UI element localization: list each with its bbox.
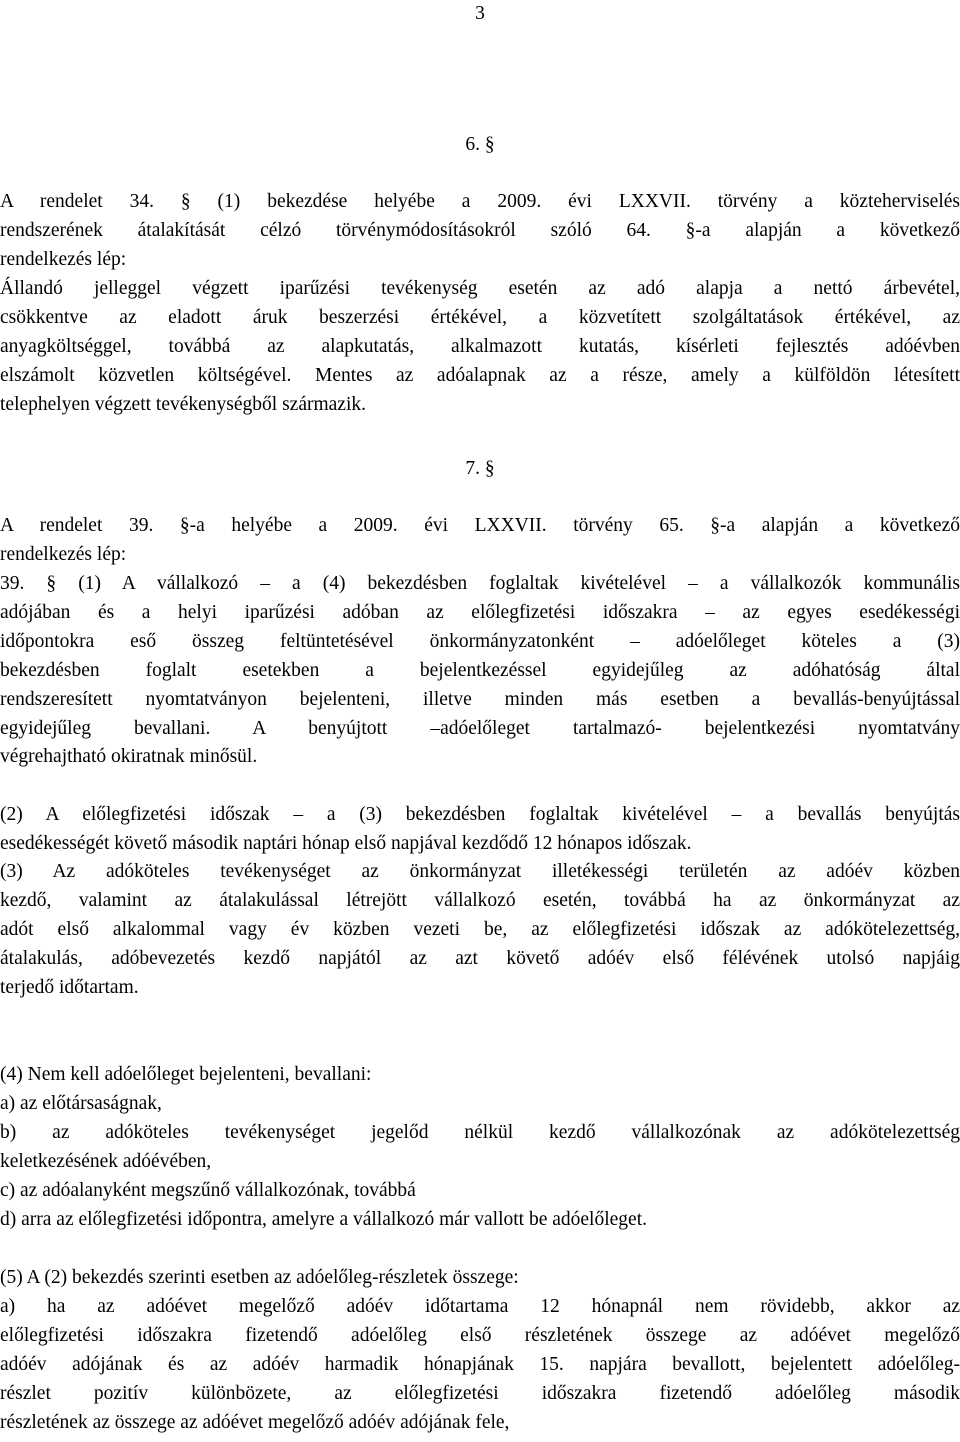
text-line: (3) Az adóköteles tevékenységet az önkormányzat illetékességi területén az adóév közben — [0, 861, 960, 882]
text-line: rendszeresített nyomtatványon bejelenteni, illetve minden más esetben a bevallás-benyújtással — [0, 688, 960, 710]
text-line: esedékességét követő második naptári hónap első napjával kezdődő 12 hónapos időszak. — [0, 832, 692, 854]
text-line: c) az adóalanyként megszűnő vállalkozónak, továbbá — [0, 1179, 416, 1201]
text-line: a) ha az adóévet megelőző adóév időtartama 12 hónapnál nem rövidebb, akkor az — [0, 1295, 960, 1317]
text-line: részlet pozitív különbözete, az előlegfizetési időszakra fizetendő adóelőleg második — [0, 1382, 960, 1404]
section-heading: 6. § — [465, 134, 495, 155]
text-line: részletének az összege az adóévet megelőző adóév adójának fele, — [0, 1411, 510, 1433]
text-line: elszámolt közvetlen költségével. Mentes az adóalapnak az a része, amely a külföldön létesített — [0, 364, 960, 386]
text-line: terjedő időtartam. — [0, 976, 139, 998]
text-line: (5) A (2) bekezdés szerinti esetben az adóelőleg-részletek összege: — [0, 1267, 519, 1288]
text-line: adót első alkalommal vagy év közben vezeti be, az előlegfizetési időszak az adókötelezettség, — [0, 918, 960, 940]
text-line: kezdő, valamint az átalakulással létrejött vállalkozó esetén, továbbá ha az önkormányzat az — [0, 889, 960, 911]
text-line: rendszerének átalakítását célzó törvénymódosításokról szóló 64. §-a alapján a következő — [0, 219, 960, 241]
text-line: 39. § (1) A vállalkozó – a (4) bekezdésben foglaltak kivételével – a vállalkozók kommunális — [0, 573, 960, 594]
text-line: csökkentve az eladott áruk beszerzési értékével, a közvetített szolgáltatások értékével, az — [0, 306, 960, 328]
text-line: telephelyen végzett tevékenységből származik. — [0, 393, 367, 415]
section-heading: 7. § — [465, 458, 495, 479]
page-number: 3 — [475, 3, 485, 24]
text-line: anyagköltséggel, továbbá az alapkutatás, alkalmazott kutatás, kísérleti fejlesztés adóévben — [0, 335, 960, 357]
text-line: A rendelet 34. § (1) bekezdése helyébe a 2009. évi LXXVII. törvény a közteherviselés — [0, 191, 960, 212]
text-line: egyidejűleg bevallani. A benyújtott –adóelőleget tartalmazó- bejelentkezési nyomtatvány — [0, 717, 960, 739]
text-line: (4) Nem kell adóelőleget bejelenteni, bevallani: — [0, 1064, 372, 1085]
text-line: keletkezésének adóévében, — [0, 1150, 212, 1172]
text-line: rendelkezés lép: — [0, 543, 127, 565]
text-line: átalakulás, adóbevezetés kezdő napjától az azt követő adóév első félévének utolsó napjáig — [0, 947, 960, 969]
text-line: a) az előtársaságnak, — [0, 1092, 162, 1114]
text-line: rendelkezés lép: — [0, 248, 127, 270]
text-line: b) az adóköteles tevékenységet jegelőd nélkül kezdő vállalkozónak az adókötelezettség — [0, 1121, 960, 1143]
text-line: bekezdésben foglalt esetekben a bejelentkezéssel egyidejűleg az adóhatóság által — [0, 659, 960, 681]
text-line: Állandó jelleggel végzett iparűzési tevékenység esetén az adó alapja a nettó árbevétel, — [0, 278, 960, 299]
text-line: A rendelet 39. §-a helyébe a 2009. évi LXXVII. törvény 65. §-a alapján a következő — [0, 515, 960, 536]
text-line: adóév adójának és az adóév harmadik hónapjának 15. napjára bevallott, bejelentett adóelőleg- — [0, 1353, 960, 1375]
text-line: végrehajtható okiratnak minősül. — [0, 746, 258, 768]
text-line: (2) A előlegfizetési időszak – a (3) bekezdésben foglaltak kivételével – a bevallás benyújtás — [0, 804, 960, 825]
text-line: előlegfizetési időszakra fizetendő adóelőleg első részletének összege az adóévet megelőző — [0, 1324, 960, 1346]
text-line: adójában és a helyi iparűzési adóban az előlegfizetési időszakra – az egyes esedékességi — [0, 601, 960, 623]
text-line: időpontokra eső összeg feltüntetésével önkormányzatonként – adóelőleget köteles a (3) — [0, 630, 960, 652]
text-line: d) arra az előlegfizetési időpontra, amelyre a vállalkozó már vallott be adóelőleget. — [0, 1208, 647, 1230]
